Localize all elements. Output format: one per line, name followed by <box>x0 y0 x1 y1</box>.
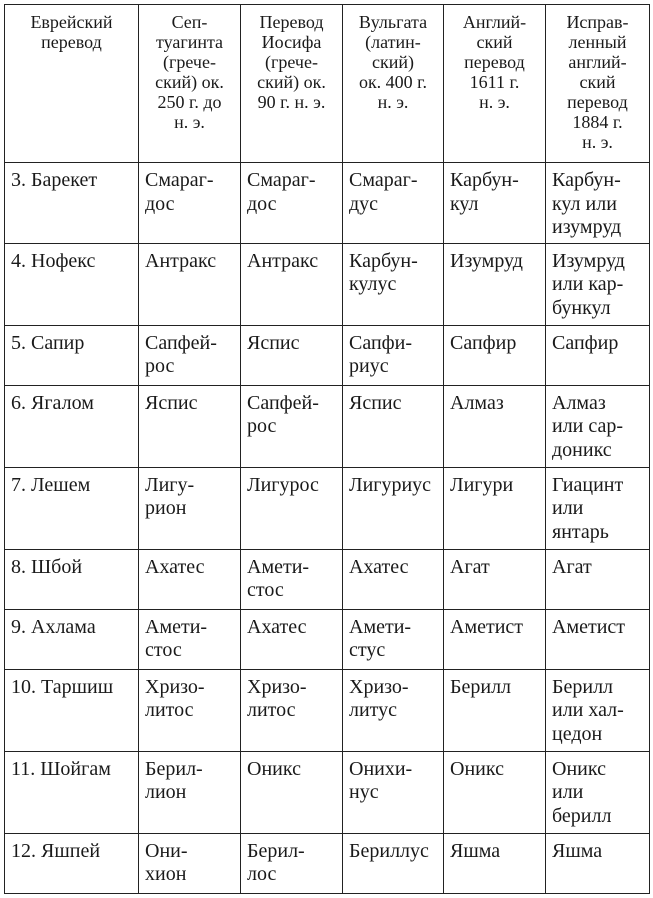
table-row <box>5 751 650 833</box>
header-revised-1884: Исправ- ленный англий- ский перевод 1884 г. н. э. <box>566 12 629 152</box>
table-cell <box>241 243 343 325</box>
hebrew-stone-name: 10. Таршиш <box>11 675 114 698</box>
hebrew-stone-name: 9. Ахлама <box>11 615 96 638</box>
stone-name: Алмаз <box>450 391 504 414</box>
table-cell <box>5 163 139 244</box>
table-cell <box>5 669 139 751</box>
table-cell <box>546 609 650 669</box>
table-row <box>5 385 650 467</box>
table-cell <box>343 243 444 325</box>
table-cell <box>5 467 139 549</box>
stone-name: Смараг- дос <box>145 169 214 215</box>
header-josephus: Перевод Иосифа (грече- ский) ок. 90 г. н. э. <box>257 12 326 112</box>
table-cell <box>343 669 444 751</box>
hebrew-stone-name: 4. Нофекс <box>11 249 96 272</box>
stone-name: Они- хион <box>145 839 188 885</box>
stone-name: Сапфи- риус <box>349 331 412 377</box>
hebrew-stone-name: 8. Шбой <box>11 555 83 578</box>
stone-name: Сапфир <box>450 331 517 354</box>
table-cell <box>444 243 546 325</box>
stone-name: Яспис <box>145 391 198 414</box>
table-cell <box>139 669 241 751</box>
table-cell <box>444 467 546 549</box>
stone-name: Ахатес <box>349 555 409 578</box>
table-row <box>5 609 650 669</box>
table-cell <box>546 243 650 325</box>
stone-name: Амети- стос <box>247 555 310 601</box>
stone-name: Агат <box>450 555 490 578</box>
table-cell <box>241 833 343 893</box>
table-cell <box>444 325 546 385</box>
stone-name: Берил- лион <box>145 757 203 803</box>
table-cell <box>241 325 343 385</box>
stone-name: Оникс <box>247 757 301 780</box>
column-header <box>343 5 444 163</box>
hebrew-stone-name: 11. Шойгам <box>11 757 111 780</box>
stone-name: Гиацинт или янтарь <box>552 473 624 543</box>
stone-name: Бериллус <box>349 839 429 862</box>
stone-name: Смараг- дус <box>349 169 418 215</box>
column-header <box>5 5 139 163</box>
table-cell <box>343 751 444 833</box>
stone-name: Берилл или хал- цедон <box>552 675 624 745</box>
table-cell <box>5 243 139 325</box>
hebrew-stone-name: 7. Лешем <box>11 473 91 496</box>
table-cell <box>139 385 241 467</box>
table-cell <box>343 163 444 244</box>
column-header <box>444 5 546 163</box>
hebrew-stone-name: 6. Ягалом <box>11 391 94 414</box>
stone-name: Карбун- кул <box>450 169 519 215</box>
table-cell <box>343 609 444 669</box>
stone-name: Лигури <box>450 473 514 496</box>
stone-name: Хризо- литос <box>247 675 307 721</box>
stone-name: Сапфей- рос <box>247 391 319 437</box>
table-cell <box>5 325 139 385</box>
column-header <box>139 5 241 163</box>
column-header <box>241 5 343 163</box>
table-row <box>5 467 650 549</box>
table-cell <box>546 467 650 549</box>
stone-name: Аметист <box>552 615 626 638</box>
table-cell <box>139 549 241 609</box>
stone-name: Яшма <box>552 839 603 862</box>
stone-name: Аметист <box>450 615 524 638</box>
table-cell <box>241 385 343 467</box>
stone-name: Ахатес <box>145 555 205 578</box>
stone-name: Яшма <box>450 839 501 862</box>
stone-name: Антракс <box>145 249 217 272</box>
hebrew-stone-name: 5. Сапир <box>11 331 85 354</box>
table-row <box>5 833 650 893</box>
table-cell <box>241 163 343 244</box>
table-cell <box>139 243 241 325</box>
stone-name: Яспис <box>349 391 402 414</box>
table-cell <box>139 833 241 893</box>
stone-name: Смараг- дос <box>247 169 316 215</box>
table-cell <box>343 385 444 467</box>
stone-name: Агат <box>552 555 592 578</box>
table-cell <box>139 609 241 669</box>
table-cell <box>241 751 343 833</box>
stone-name: Ахатес <box>247 615 307 638</box>
table-cell <box>444 609 546 669</box>
table-cell <box>546 385 650 467</box>
table-cell <box>241 549 343 609</box>
table-cell <box>5 751 139 833</box>
table-cell <box>444 669 546 751</box>
stone-name: Онихи- нус <box>349 757 413 803</box>
stone-name: Карбун- кул или изумруд <box>552 169 622 238</box>
table-row <box>5 669 650 751</box>
table-cell <box>444 751 546 833</box>
table-cell <box>546 163 650 244</box>
stone-name: Оникс <box>450 757 504 780</box>
table-cell <box>546 751 650 833</box>
header-row <box>5 5 650 163</box>
stone-name: Сапфир <box>552 331 619 354</box>
table-cell <box>546 325 650 385</box>
table-cell <box>139 467 241 549</box>
table-cell <box>444 385 546 467</box>
stone-name: Изумруд или кар- бункул <box>552 249 625 319</box>
table-cell <box>241 669 343 751</box>
gemstone-translation-table <box>4 4 650 894</box>
stone-name: Амети- стус <box>349 615 412 661</box>
table-body <box>5 163 650 894</box>
table-cell <box>139 751 241 833</box>
table-cell <box>546 669 650 751</box>
stone-name: Берилл <box>450 675 512 698</box>
table-row <box>5 549 650 609</box>
table-cell <box>5 609 139 669</box>
table-cell <box>343 325 444 385</box>
stone-name: Алмаз или сар- доникс <box>552 391 624 461</box>
table-row <box>5 243 650 325</box>
header-vulgate: Вульгата (латин- ский) ок. 400 г. н. э. <box>358 12 428 112</box>
table-cell <box>444 833 546 893</box>
table-cell <box>5 385 139 467</box>
table-cell <box>241 467 343 549</box>
table-cell <box>241 609 343 669</box>
stone-name: Яспис <box>247 331 300 354</box>
stone-name: Берил- лос <box>247 839 305 885</box>
table-cell <box>546 833 650 893</box>
hebrew-stone-name: 3. Барекет <box>11 169 98 191</box>
header-hebrew: Еврейский перевод <box>30 12 113 52</box>
table-cell <box>5 549 139 609</box>
stone-name: Хризо- литос <box>145 675 205 721</box>
stone-name: Лигурос <box>247 473 319 496</box>
table-cell <box>343 467 444 549</box>
table-cell <box>444 163 546 244</box>
stone-name: Хризо- литус <box>349 675 409 721</box>
stone-name: Амети- стос <box>145 615 208 661</box>
column-header <box>546 5 650 163</box>
header-english-1611: Англий- ский перевод 1611 г. н. э. <box>462 12 527 112</box>
table-cell <box>444 549 546 609</box>
stone-name: Лигу- рион <box>145 473 195 519</box>
table-cell <box>546 549 650 609</box>
table-cell <box>343 833 444 893</box>
stone-name: Карбун- кулус <box>349 249 418 295</box>
table-cell <box>139 163 241 244</box>
hebrew-stone-name: 12. Яшпей <box>11 839 101 862</box>
stone-name: Антракс <box>247 249 319 272</box>
table-cell <box>139 325 241 385</box>
table-cell <box>5 833 139 893</box>
table-row <box>5 325 650 385</box>
stone-name: Оникс или берилл <box>552 757 612 827</box>
table-cell <box>343 549 444 609</box>
header-septuagint: Сеп- туагинта (грече- ский) ок. 250 г. до н. э. <box>155 12 224 132</box>
table-row <box>5 163 650 244</box>
stone-name: Сапфей- рос <box>145 331 217 377</box>
stone-name: Изумруд <box>450 249 523 272</box>
stone-name: Лигуриус <box>349 473 432 496</box>
